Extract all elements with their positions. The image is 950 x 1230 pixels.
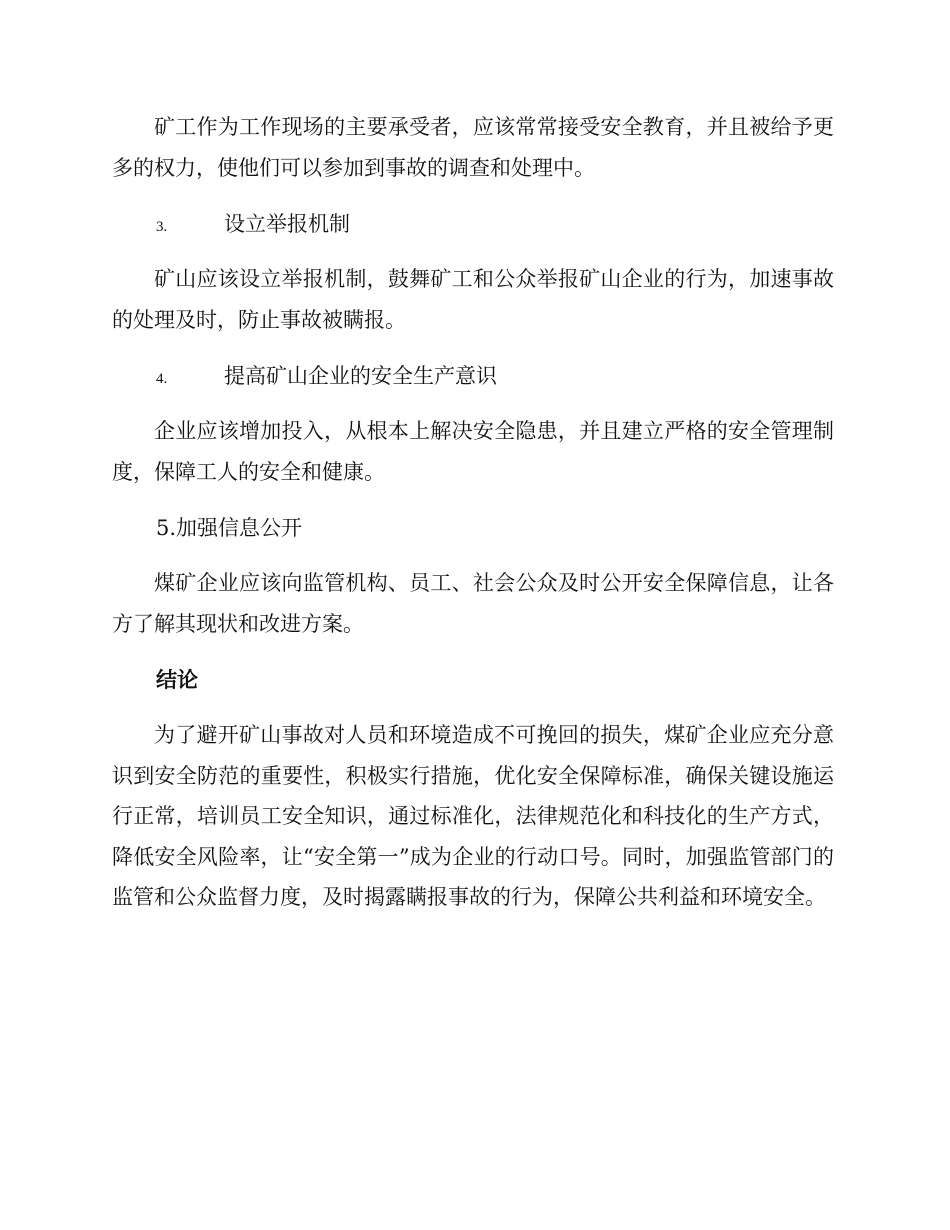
heading-text: 提高矿山企业的安全生产意识 <box>224 364 497 388</box>
paragraph-miner-rights: 矿工作为工作现场的主要承受者，应该常常接受安全教育，并且被给予更多的权力，使他们可以参加到事故的调查和处理中。 <box>112 115 834 180</box>
heading-reporting-mechanism <box>156 209 350 239</box>
paragraph-safety-awareness: 企业应该增加投入，从根本上解决安全隐患，并且建立严格的安全管理制度，保障工人的安全和健康。 <box>112 419 834 484</box>
paragraph-information-disclosure: 煤矿企业应该向监管机构、员工、社会公众及时公开安全保障信息，让各方了解其现状和改进方案。 <box>112 571 834 636</box>
paragraph-reporting-mechanism: 矿山应该设立举报机制，鼓舞矿工和公众举报矿山企业的行为，加速事故的处理及时，防止事故被瞒报。 <box>112 267 834 332</box>
heading-safety-awareness <box>156 361 497 391</box>
section-title-conclusion: 结论 <box>156 667 198 692</box>
heading-number: 4. <box>156 371 168 387</box>
heading-number: 3. <box>156 219 168 235</box>
paragraph-conclusion: 为了避开矿山事故对人员和环境造成不可挽回的损失，煤矿企业应充分意识到安全防范的重要性，积极实行措施，优化安全保障标准，确保关键设施运行正常，培训员工安全知识，通过标准化，法律规范化和科技化的生产方式，降低安全风险率，让“安全第一”成为企业的行动口号。同时，加强监管部门的监管和公众监督力度，及时揭露瞒报事故的行为，保障公共利益和环境安全。 <box>112 723 834 910</box>
heading-information-disclosure: 5.加强信息公开 <box>156 516 303 540</box>
heading-text: 设立举报机制 <box>224 212 350 236</box>
